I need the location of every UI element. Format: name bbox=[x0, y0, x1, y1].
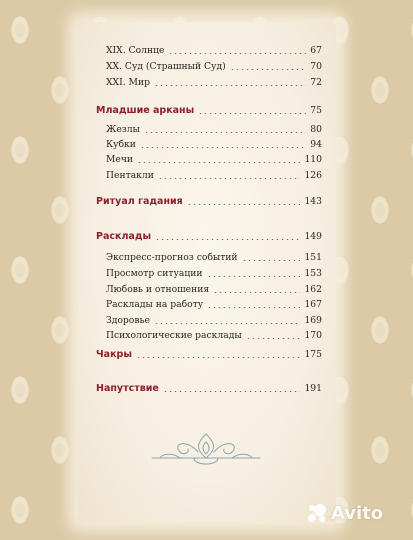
toc-entry bbox=[106, 138, 322, 152]
toc-section-label: Ритуал гадания bbox=[96, 196, 183, 207]
avito-watermark bbox=[306, 502, 383, 524]
toc-page-number: 126 bbox=[304, 170, 322, 181]
avito-watermark-text: Avito bbox=[331, 502, 384, 524]
toc-leader-dots bbox=[213, 292, 300, 293]
toc-section-heading bbox=[96, 348, 322, 362]
toc-entry bbox=[106, 76, 322, 90]
toc-leader-dots bbox=[158, 178, 301, 179]
toc-entry-label: XX. Суд (Страшный Суд) bbox=[106, 61, 226, 72]
toc-page-number: 151 bbox=[304, 252, 322, 263]
toc-page-number: 72 bbox=[310, 77, 322, 88]
toc-entry bbox=[106, 298, 322, 312]
toc-page-number: 169 bbox=[304, 315, 322, 326]
toc-page-number: 75 bbox=[310, 105, 322, 116]
toc-leader-dots bbox=[230, 69, 307, 70]
toc-entry-label: Кубки bbox=[106, 139, 136, 150]
toc-page-number: 143 bbox=[304, 196, 322, 207]
avito-logo-icon bbox=[306, 502, 328, 524]
toc-page-number: 167 bbox=[304, 299, 322, 310]
toc-entry bbox=[106, 314, 322, 328]
toc-leader-dots bbox=[155, 239, 300, 240]
toc-entry-label: Расклады на работу bbox=[106, 299, 204, 310]
toc-leader-dots bbox=[140, 147, 306, 148]
toc-page-number: 162 bbox=[304, 284, 322, 295]
toc-entry bbox=[106, 283, 322, 297]
toc-entry-label: Мечи bbox=[106, 154, 134, 165]
toc-entry-label: XXI. Мир bbox=[106, 77, 150, 88]
toc-leader-dots bbox=[168, 53, 306, 54]
toc-entry bbox=[106, 123, 322, 137]
toc-entry-label: XIX. Солнце bbox=[106, 45, 165, 56]
toc-section-heading bbox=[96, 382, 322, 396]
toc-leader-dots bbox=[163, 391, 301, 392]
toc-entry bbox=[106, 44, 322, 58]
toc-entry-label: Здоровье bbox=[106, 315, 150, 326]
toc-entry-label: Пентакли bbox=[106, 170, 154, 181]
ornament-flourish-icon bbox=[150, 428, 262, 468]
toc-leader-dots bbox=[136, 357, 301, 358]
toc-entry bbox=[106, 60, 322, 74]
toc-leader-dots bbox=[246, 338, 301, 339]
toc-section-label: Расклады bbox=[96, 231, 152, 242]
toc-leader-dots bbox=[154, 85, 306, 86]
toc-section-heading bbox=[96, 230, 322, 244]
toc-page-number: 70 bbox=[310, 61, 322, 72]
toc-leader-dots bbox=[137, 162, 300, 163]
toc-page-number: 175 bbox=[304, 349, 322, 360]
toc-entry bbox=[106, 251, 322, 265]
toc-entry-label: Психологические расклады bbox=[106, 330, 242, 341]
toc-page-number: 153 bbox=[304, 268, 322, 279]
toc-entry-label: Экспресс-прогноз событий bbox=[106, 252, 238, 263]
toc-page-number: 170 bbox=[304, 330, 322, 341]
toc-page-number: 110 bbox=[304, 154, 322, 165]
toc-leader-dots bbox=[207, 276, 301, 277]
toc-leader-dots bbox=[242, 260, 301, 261]
toc-page-number: 80 bbox=[310, 124, 322, 135]
toc-entry-label: Жезлы bbox=[106, 124, 140, 135]
toc-entry bbox=[106, 153, 322, 167]
toc-leader-dots bbox=[198, 113, 306, 114]
toc-entry-label: Любовь и отношения bbox=[106, 284, 210, 295]
toc-leader-dots bbox=[154, 323, 301, 324]
toc-entry bbox=[106, 329, 322, 343]
toc-entry bbox=[106, 267, 322, 281]
toc-entry-label: Просмотр ситуации bbox=[106, 268, 203, 279]
toc-entry bbox=[106, 169, 322, 183]
toc-section-heading bbox=[96, 104, 322, 118]
toc-section-heading bbox=[96, 195, 322, 209]
toc-section-label: Чакры bbox=[96, 349, 132, 360]
toc-page-number: 191 bbox=[304, 383, 322, 394]
toc-leader-dots bbox=[187, 204, 301, 205]
toc-leader-dots bbox=[144, 132, 306, 133]
toc-leader-dots bbox=[207, 307, 300, 308]
toc-page-number: 67 bbox=[310, 45, 322, 56]
toc-page-number: 149 bbox=[304, 231, 322, 242]
toc-section-label: Младшие арканы bbox=[96, 105, 195, 116]
toc-page-number: 94 bbox=[310, 139, 322, 150]
toc-section-label: Напутствие bbox=[96, 383, 159, 394]
